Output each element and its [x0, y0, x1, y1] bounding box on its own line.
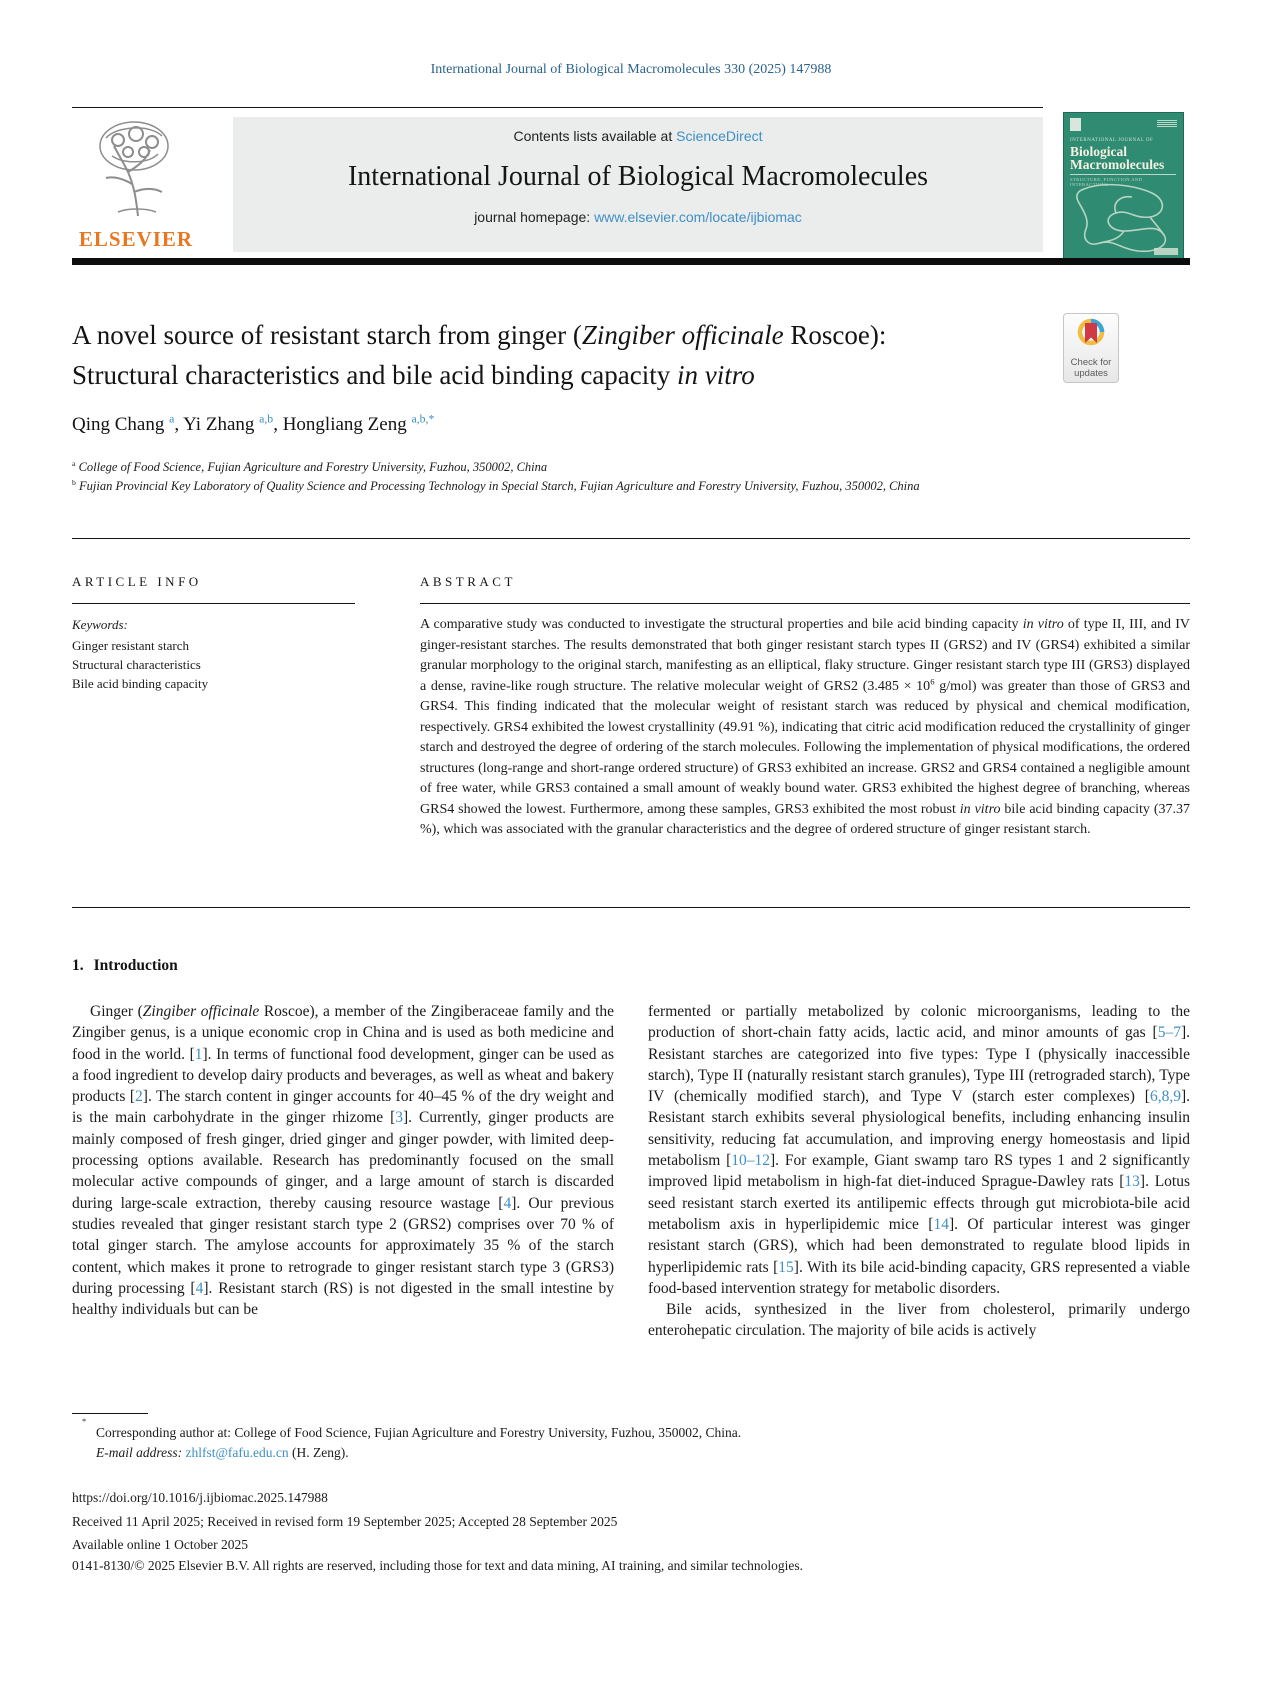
contents-line: [233, 128, 1043, 144]
available-online-line: Available online 1 October 2025: [72, 1537, 248, 1552]
inline-link[interactable]: 6,8,9: [1149, 1088, 1181, 1106]
inline-link[interactable]: 10–12: [731, 1152, 771, 1170]
cover-publisher-mark: [1070, 118, 1081, 131]
article-title-line2: Structural characteristics and bile acid binding capacity in vitro: [72, 360, 755, 390]
intro-column-2: [648, 1001, 1190, 1342]
check-for-updates-badge[interactable]: [1063, 313, 1119, 383]
elsevier-wordmark: ELSEVIER: [78, 227, 194, 251]
inline-link[interactable]: 2: [135, 1088, 143, 1106]
abstract-heading: ABSTRACT: [420, 574, 516, 589]
affiliation-a: $^a$ College of Food Science, Fujian Agriculture and Forestry University, Fuzhou, 350002, China: [72, 458, 548, 474]
elsevier-tree-icon: [88, 207, 184, 224]
abstract-text: A comparative study was conducted to investigate the structural properties and bile acid binding capacity in vitro of type II, III, and IV ginger-resistant starches. The results demonstrated that both ginger resistant starch types II (GRS2) and IV (GRS4) exhibited a similar granular morphology to the original starch, manifesting as an elliptical, flaky structure. Ginger resistant starch type III (GRS3) displayed a dense, ravine-like rough structure. The relative molecular weight of GRS2 ($3.485 \times 10^6$ g/mol) was greater than those of GRS3 and GRS4. This finding indicated that the molecular weight of resistant starch was reduced by physical and chemical modification, respectively. GRS4 exhibited the lowest crystallinity (49.91 %), indicating that citric acid modification reduced the crystallinity of ginger starch and destroyed the degree of ordering of the starch molecules. Following the implementation of physical modifications, the ordered structures (long-range and short-range ordered structure) of GRS3 exhibited an increase. GRS2 and GRS4 contained a negligible amount of free water, while GRS3 contained a small amount of weakly bound water. GRS3 exhibited the highest degree of branching, whereas GRS4 showed the lowest. Furthermore, among these samples, GRS3 exhibited the most robust in vitro bile acid binding capacity (37.37 %), which was associated with the granular characteristics and the degree of ordered structure of ginger resistant starch.: [420, 617, 1191, 837]
inline-link[interactable]: 13: [1124, 1173, 1140, 1191]
keywords-list: [72, 636, 208, 693]
copyright-line: 0141-8130/© 2025 Elsevier B.V. All rights are reserved, including those for text and data mining, AI training, and similar technologies.: [72, 1558, 803, 1573]
inline-link[interactable]: 3: [395, 1109, 404, 1127]
crossmark-icon: [1074, 340, 1108, 357]
journal-homepage-link[interactable]: www.elsevier.com/locate/ijbiomac: [594, 209, 802, 225]
section-divider-rule: [72, 907, 1190, 908]
email-line: E-mail address: zhlfst@fafu.edu.cn (H. Zeng).: [96, 1445, 349, 1460]
inline-link[interactable]: 4: [503, 1194, 512, 1212]
inline-link[interactable]: 15: [778, 1258, 794, 1276]
corresponding-author-text: Corresponding author at: College of Food Science, Fujian Agriculture and Forestry University, Fuzhou, 350002, China.: [96, 1425, 742, 1440]
affiliation-ref[interactable]: a: [169, 412, 175, 426]
article-info-rule: [72, 603, 355, 604]
title-block-rule: [72, 538, 1190, 539]
introduction-heading: [72, 957, 178, 975]
badge-label-line2: updates: [1074, 367, 1108, 379]
corresponding-author-note: * Corresponding author at: College of Food Science, Fujian Agriculture and Forestry University, Fuzhou, 350002, China.: [82, 1417, 742, 1440]
keyword-item: Ginger resistant starch: [72, 638, 189, 653]
citation-line: International Journal of Biological Macromolecules 330 (2025) 147988: [430, 62, 832, 77]
section-title: Introduction: [93, 957, 178, 974]
inline-link[interactable]: 1: [194, 1045, 203, 1063]
doi-link[interactable]: https://doi.org/10.1016/j.ijbiomac.2025.147988: [72, 1490, 328, 1505]
intro-paragraph-2: fermented or partially metabolized by colonic microorganisms, leading to the production of short-chain fatty acids, lactic acid, and minor amounts of gas [5–7]. Resistant starches are categorized into five types: Type I (physically inaccessible starch), Type II (naturally resistant starch granules), Type III (retrograded starch), Type IV (chemically modified starch), and Type V (starch ester complexes) [6,8,9]. Resistant starch exhibits several physiological benefits, including enhancing insulin sensitivity, reducing fat accumulation, and improving energy homeostasis and lipid metabolism [10–12]. For example, Giant swamp taro RS types 1 and 2 significantly improved lipid metabolism in high-fat diet-induced Sprague-Dawley rats [13]. Lotus seed resistant starch exerted its antilipemic effects through gut microbiota-bile acid metabolism axis in hyperlipidemic mice [14]. Of particular interest was ginger resistant starch (GRS), which had been demonstrated to regulate blood lipids in hyperlipidemic rats [15]. With its bile acid-binding capacity, GRS represented a viable food-based intervention strategy for metabolic disorders.: [648, 1003, 1191, 1297]
cover-journal-label: INTERNATIONAL JOURNAL OF: [1070, 138, 1154, 143]
intro-paragraph-3: Bile acids, synthesized in the liver from cholesterol, primarily undergo enterohepatic circulation. The majority of bile acids is actively: [648, 1301, 1190, 1340]
keywords-label: Keywords:: [72, 617, 128, 632]
article-title-line1: A novel source of resistant starch from ginger (Zingiber officinale Roscoe):: [72, 320, 887, 350]
elsevier-logo[interactable]: [74, 116, 198, 254]
affiliation-ref[interactable]: a,b: [259, 412, 274, 426]
keyword-item: Bile acid binding capacity: [72, 676, 209, 691]
received-line: Received 11 April 2025; Received in revised form 19 September 2025; Accepted 28 September 2025: [72, 1514, 618, 1529]
contents-prefix: Contents lists available at: [513, 128, 677, 144]
sciencedirect-link[interactable]: ScienceDirect: [676, 128, 763, 144]
inline-link[interactable]: 14: [933, 1215, 949, 1233]
homepage-prefix: journal homepage:: [474, 209, 595, 225]
section-number: 1.: [72, 957, 84, 974]
cover-issue-lines: [1157, 119, 1177, 127]
badge-label: [1064, 358, 1118, 379]
cover-tagline: STRUCTURE, FUNCTION AND INTERACTIONS: [1070, 174, 1176, 187]
badge-label-line1: Check for: [1070, 357, 1112, 368]
cover-footer-mark: [1154, 248, 1178, 255]
cover-title: [1070, 145, 1164, 171]
abstract-rule: [420, 603, 1190, 604]
journal-title: International Journal of Biological Macromolecules: [347, 161, 929, 192]
homepage-line: [233, 209, 1043, 225]
affiliation-ref[interactable]: a,b,*: [411, 412, 435, 426]
inline-link[interactable]: 4: [195, 1279, 204, 1297]
inline-link[interactable]: zhlfst@fafu.edu.cn: [185, 1445, 289, 1460]
journal-cover-thumbnail[interactable]: [1063, 112, 1184, 260]
authors-line: Qing Chang $^a$, Yi Zhang $^{a,b}$, Hongliang Zeng $^{a,b,*}$: [72, 412, 435, 435]
header-divider-bar: [72, 258, 1190, 265]
header-top-rule: [72, 107, 1043, 108]
article-info-heading: ARTICLE INFO: [72, 574, 202, 589]
keyword-item: Structural characteristics: [72, 657, 201, 672]
cover-title-line2: Macromolecules: [1070, 157, 1165, 172]
intro-paragraph-1: Ginger (Zingiber officinale Roscoe), a member of the Zingiberaceae family and the Zingiber genus, is a unique economic crop in China and is used as both medicine and food in the world. [1]. In terms of functional food development, ginger can be used as a food ingredient to develop dairy products and beverages, as well as wheat and bakery products [2]. The starch content in ginger accounts for 40–45 % of the dry weight and is the main carbohydrate in the ginger rhizome [3]. Currently, ginger products are mainly composed of fresh ginger, dried ginger and ginger powder, with limited deep-processing options available. Research has predominantly focused on the small molecular active compounds of ginger, and a large amount of starch is discarded during large-scale extraction, thereby causing resource wastage [4]. Our previous studies revealed that ginger resistant starch type 2 (GRS2) comprises over 70 % of total ginger starch. The amylose accounts for approximately 35 % of the starch content, which makes it prone to retrograde to ginger resistant starch type 3 (GRS3) during processing [4]. Resistant starch (RS) is not digested in the small intestine by healthy individuals but can be: [72, 1003, 615, 1319]
affiliation-b: $^b$ Fujian Provincial Key Laboratory of Quality Science and Processing Technology in Special Starch, Fujian Agriculture and Forestry University, Fuzhou, 350002, China: [72, 477, 920, 493]
cover-title-line1: Biological: [1070, 144, 1127, 159]
inline-link[interactable]: 5–7: [1157, 1024, 1181, 1042]
footnote-rule: [72, 1413, 148, 1414]
intro-column-1: [72, 1001, 614, 1320]
journal-header-box: [233, 117, 1043, 252]
